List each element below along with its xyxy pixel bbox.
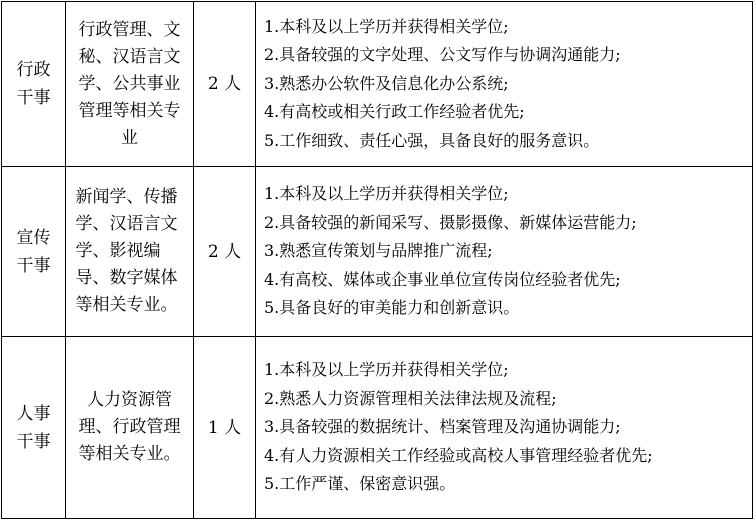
requirement-item: 1.本科及以上学历并获得相关学位; xyxy=(264,184,509,204)
position-name-line: 干事 xyxy=(16,431,51,452)
requirement-item: 2.具备较强的新闻采写、摄影摄像、新媒体运营能力; xyxy=(264,212,637,232)
requirement-item: 3.熟悉办公软件及信息化办公系统; xyxy=(264,73,509,93)
headcount-cell xyxy=(194,2,256,167)
requirement-item: 5.工作细致、责任心强，具备良好的服务意识。 xyxy=(264,130,600,150)
position-name-line: 行政 xyxy=(16,60,51,80)
requirement-item: 5.具备良好的审美能力和创新意识。 xyxy=(264,298,520,318)
requirement-item: 4.有高校或相关行政工作经验者优先; xyxy=(264,102,525,122)
major-text: 人力资源管理、行政管理等相关专业。 xyxy=(78,390,181,464)
requirement-item: 3.熟悉宣传策划与品牌推广流程; xyxy=(264,241,493,261)
headcount-text: 2 人 xyxy=(207,74,242,94)
requirements-list xyxy=(264,13,752,156)
position-cell xyxy=(2,167,66,337)
table-row xyxy=(2,2,753,167)
major-text: 行政管理、文秘、汉语言文学、公共事业管理等相关专业 xyxy=(78,19,181,148)
recruitment-table xyxy=(1,1,753,519)
requirement-item: 5.工作严谨、保密意识强。 xyxy=(264,474,456,494)
position-name-line: 干事 xyxy=(16,255,51,276)
requirement-item: 2.具备较强的文字处理、公文写作与协调沟通能力; xyxy=(264,45,621,65)
requirement-item: 3.具备较强的数据统计、档案管理及沟通协调能力; xyxy=(264,417,621,437)
table-row xyxy=(2,167,753,337)
requirements-cell xyxy=(256,337,753,519)
headcount-cell xyxy=(194,167,256,337)
table-row xyxy=(2,337,753,519)
requirement-item: 2.熟悉人力资源管理相关法律法规及流程; xyxy=(264,388,557,408)
requirements-list xyxy=(264,356,752,499)
requirement-item: 4.有人力资源相关工作经验或高校人事管理经验者优先; xyxy=(264,445,653,465)
major-cell xyxy=(66,2,194,167)
requirement-item: 1.本科及以上学历并获得相关学位; xyxy=(264,16,509,36)
requirements-cell xyxy=(256,167,753,337)
position-cell xyxy=(2,337,66,519)
position-name-line: 人事 xyxy=(16,403,51,424)
requirements-cell xyxy=(256,2,753,167)
position-name-line: 宣传 xyxy=(16,227,51,248)
headcount-text: 1 人 xyxy=(207,417,242,438)
requirement-item: 4.有高校、媒体或企事业单位宣传岗位经验者优先; xyxy=(264,269,621,289)
major-cell xyxy=(66,337,194,519)
position-cell xyxy=(2,2,66,167)
headcount-cell xyxy=(194,337,256,519)
requirements-list xyxy=(264,180,752,323)
major-text: 新闻学、传播学、汉语言文学、影视编导、数字媒体等相关专业。 xyxy=(75,187,178,315)
position-name-line: 干事 xyxy=(16,88,51,108)
requirement-item: 1.本科及以上学历并获得相关学位; xyxy=(264,360,509,380)
major-cell xyxy=(66,167,194,337)
headcount-text: 2 人 xyxy=(207,241,242,262)
